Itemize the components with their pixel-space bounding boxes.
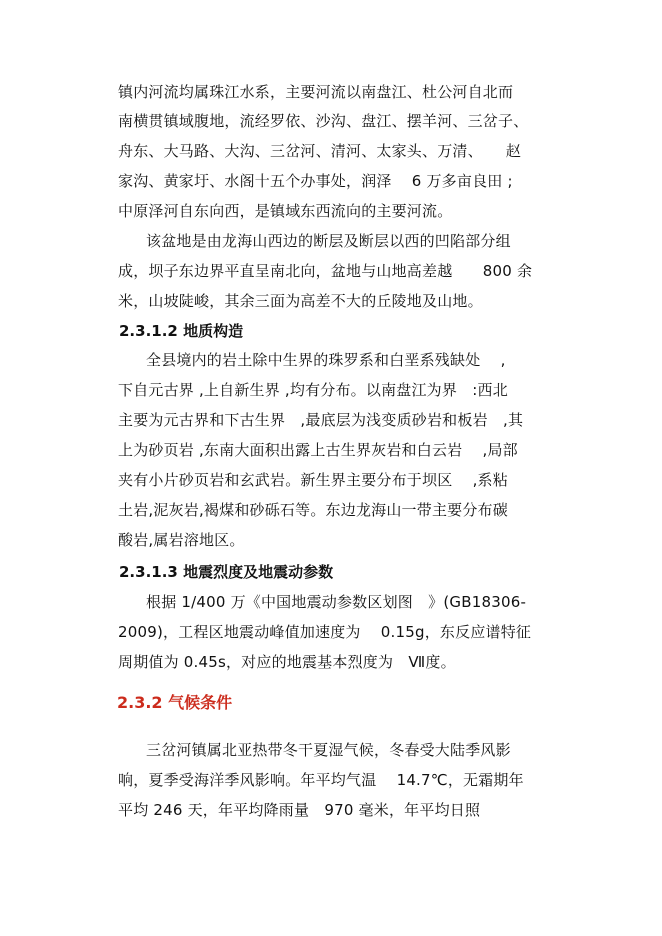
text-line: 响，夏季受海洋季风影响。年平均气温 14.7℃，无霜期年 (118, 771, 524, 789)
text-line: 米，山坡陡峻，其余三面为高差不大的丘陵地及山地。 (118, 292, 483, 310)
text-line: 主要为元古界和下古生界 ,最底层为浅变质砂岩和板岩 ,其 (118, 411, 524, 429)
text-line: 家沟、黄家圩、水阁十五个办事处，润泽 6 万多亩良田 ; (118, 172, 513, 190)
text-line: 平均 246 天，年平均降雨量 970 毫米，年平均日照 (118, 801, 481, 819)
text-line: 2009)，工程区地震动峰值加速度为 0.15g，东反应谱特征 (118, 623, 532, 641)
text-line: 舟东、大马路、大沟、三岔河、清河、太家头、万清、 赵 (118, 142, 521, 160)
text-line: 酸岩,属岩溶地区。 (118, 531, 245, 549)
section-heading-climate: 2.3.2 气候条件 (117, 693, 233, 712)
text-line: 成，坝子东边界平直呈南北向，盆地与山地高差越 800 余 (118, 262, 533, 280)
text-line: 夹有小片砂页岩和玄武岩。新生界主要分布于坝区 ,系粘 (118, 471, 508, 489)
text-line: 上为砂页岩 ,东南大面积出露上古生界灰岩和白云岩 ,局部 (118, 441, 518, 459)
section-heading-geology: 2.3.1.2 地质构造 (119, 322, 244, 340)
text-line: 镇内河流均属珠江水系，主要河流以南盘江、杜公河自北而 (118, 83, 514, 101)
text-line: 土岩,泥灰岩,褐煤和砂砾石等。东边龙海山一带主要分布碳 (118, 501, 508, 519)
text-line: 南横贯镇域腹地，流经罗依、沙沟、盘江、摆羊河、三岔子、 (118, 112, 529, 130)
text-line: 下自元古界 ,上自新生界 ,均有分布。以南盘江为界 :西北 (118, 381, 508, 399)
text-line: 周期值为 0.45s，对应的地震基本烈度为 Ⅶ度。 (118, 653, 456, 671)
text-line: 中原泽河自东向西，是镇域东西流向的主要河流。 (118, 202, 453, 220)
text-line: 三岔河镇属北亚热带冬干夏湿气候，冬春受大陆季风影 (146, 741, 511, 759)
text-line: 该盆地是由龙海山西边的断层及断层以西的凹陷部分组 (146, 232, 511, 250)
section-heading-seismic: 2.3.1.3 地震烈度及地震动参数 (119, 563, 334, 581)
text-line: 全县境内的岩土除中生界的珠罗系和白垩系残缺处 , (146, 351, 506, 369)
text-line: 根据 1/400 万《中国地震动参数区划图 》(GB18306- (146, 593, 527, 611)
